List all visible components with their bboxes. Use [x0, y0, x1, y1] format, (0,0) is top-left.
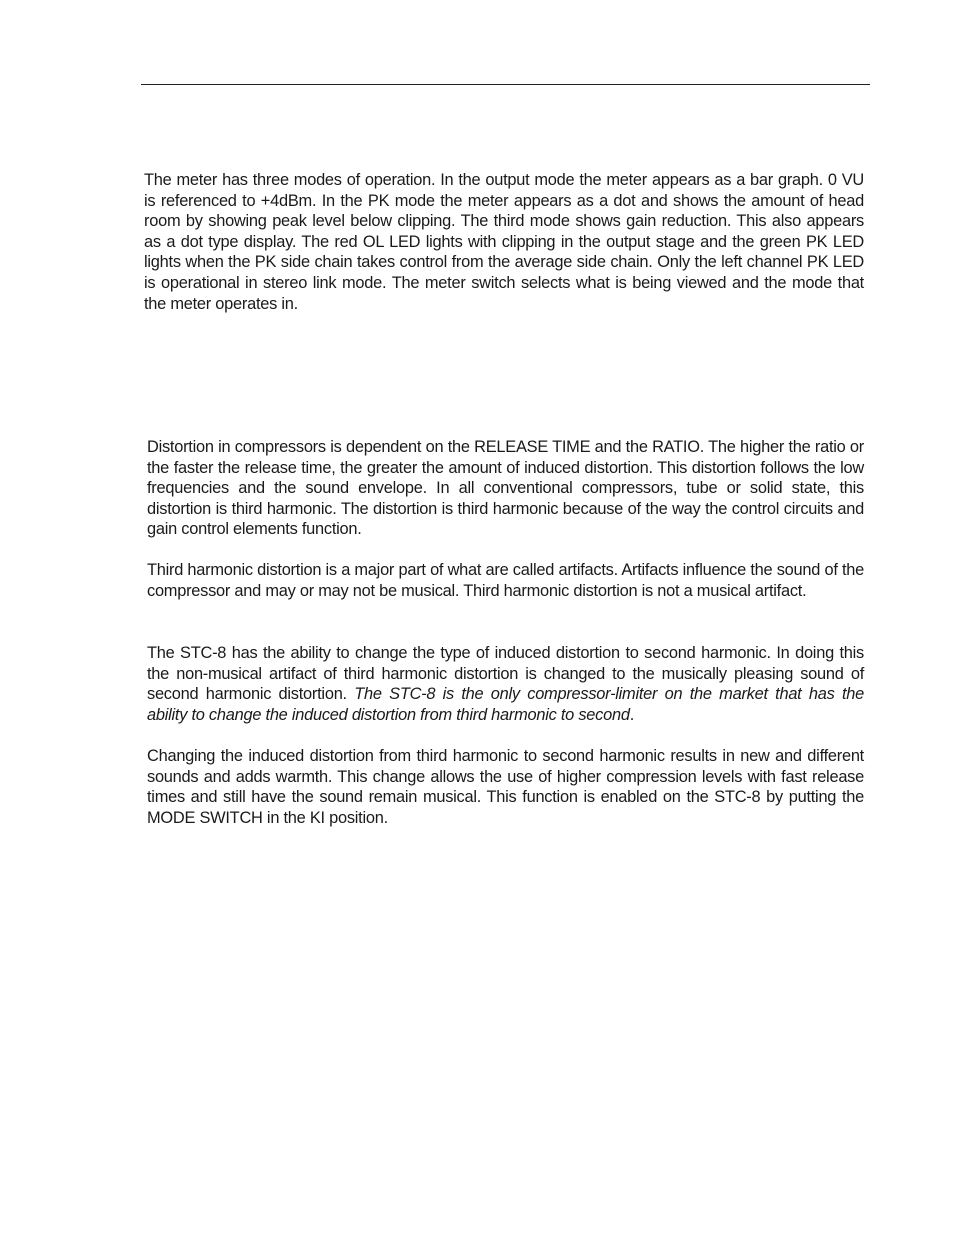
- distortion-paragraph-1: Distortion in compressors is dependent on the RELEASE TIME and the RATIO. The higher the ratio or the faster the release time, the greater the amount of induced distortion. This distortion follows the low frequencies and the sound envelope. In all conventional compressors, tube or solid state, this distortion is third harmonic. The distortion is third harmonic because of the way the control circuits and gain control elements function.: [147, 438, 864, 539]
- distortion-paragraph-2: Third harmonic distortion is a major part of what are called artifacts. Artifacts influence the sound of the compressor and may or may not be musical. Third harmonic distortion is not a musical artifact.: [147, 561, 864, 600]
- distortion-paragraph-3: [147, 643, 864, 725]
- distortion-paragraph-3-end: .: [629, 705, 635, 724]
- distortion-paragraph-4: Changing the induced distortion from third harmonic to second harmonic results in new and different sounds and adds warmth. This change allows the use of higher compression levels with fast release times and still have the sound remain musical. This function is enabled on the STC-8 by putting the MODE SWITCH in the KI position.: [147, 747, 864, 827]
- header-rule: [141, 84, 870, 85]
- distortion-paragraph-3-text: The STC-8 has the ability to change the type of induced distortion to second harmonic. In doing this the non-musical artifact of third harmonic distortion is changed to the musically pleasing sound of second harmonic distortion.: [147, 644, 864, 704]
- distortion-paragraph-3-emphasis: The STC-8 is the only compressor-limiter on the market that has the ability to change the induced distortion from third harmonic to second: [147, 685, 864, 724]
- meter-modes-paragraph: The meter has three modes of operation. In the output mode the meter appears as a bar graph. 0 VU is referenced to +4dBm. In the PK mode the meter appears as a dot and shows the amount of head room by showing peak level below clipping. The third mode shows gain reduction. This also appears as a dot type display. The red OL LED lights with clipping in the output stage and the green PK LED lights when the PK side chain takes control from the average side chain. Only the left channel PK LED is operational in stereo link mode. The meter switch selects what is being viewed and the mode that the meter operates in.: [144, 171, 864, 313]
